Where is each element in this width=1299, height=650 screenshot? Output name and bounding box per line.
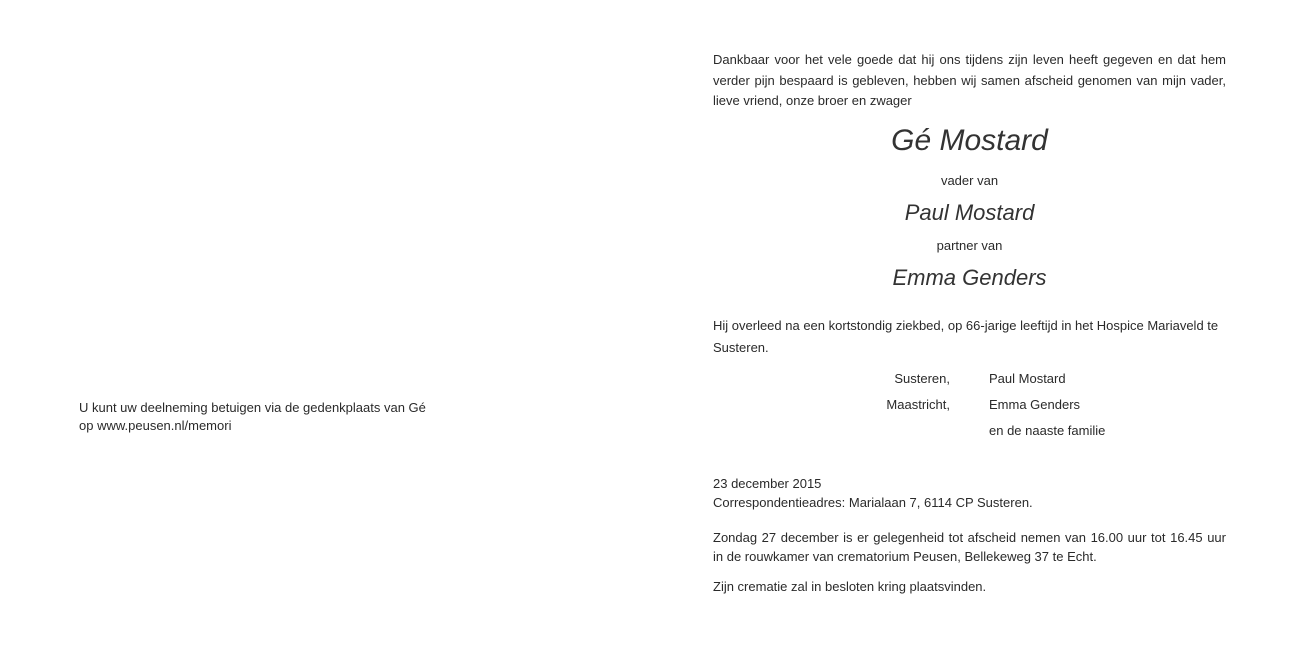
deceased-name: Gé Mostard [891, 124, 1048, 157]
date-block [713, 474, 1226, 512]
intro-text: Dankbaar voor het vele goede dat hij ons tijdens zijn leven heeft gegeven en dat hem verder pijn bespaard is gebleven, hebben wij samen afscheid genomen van mijn vader, lieve vriend, onze broer en zwager [713, 52, 1226, 108]
cremation-info: Zijn crematie zal in besloten kring plaatsvinden. [713, 579, 987, 594]
relation-partner-of: partner van [936, 238, 1003, 253]
relation-father-of: vader van [940, 173, 999, 188]
signatory-person-1: Paul Mostard [989, 371, 1066, 386]
notice-date: 23 december 2015 [713, 476, 822, 491]
signatory-person-2: Emma Genders [989, 397, 1081, 412]
signatory-names [989, 366, 1229, 444]
visitation-info: Zondag 27 december is er gelegenheid tot afscheid nemen van 16.00 uur tot 16.45 uur in de rouwkamer van crematorium Peusen, Bellekeweg 37 te Echt. [713, 530, 1226, 564]
signatory-places [850, 366, 950, 418]
condolence-line-1: U kunt uw deelneming betuigen via de gedenkplaats van Gé [79, 400, 426, 415]
condolence-note [79, 399, 579, 435]
signatory-place-2: Maastricht, [886, 397, 950, 412]
child-name: Paul Mostard [904, 200, 1035, 225]
right-page [650, 0, 1299, 650]
signatory-place-1: Susteren, [894, 371, 950, 386]
signatory-family: en de naaste familie [989, 423, 1106, 438]
correspondence-address: Correspondentieadres: Marialaan 7, 6114 CP Susteren. [713, 495, 1033, 510]
death-notice: Hij overleed na een kortstondig ziekbed, op 66-jarige leeftijd in het Hospice Mariaveld te Susteren. [713, 318, 1219, 355]
partner-name: Emma Genders [892, 265, 1047, 290]
condolence-line-2: op www.peusen.nl/memori [79, 418, 232, 433]
